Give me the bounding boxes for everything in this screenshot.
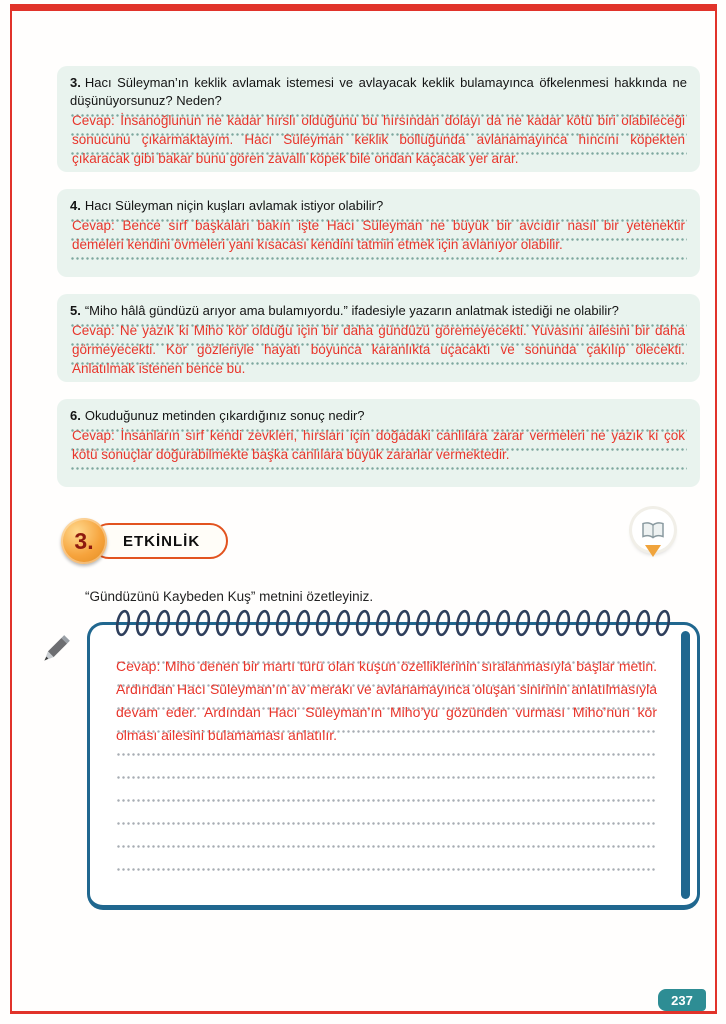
answer-text: Cevap: Ne yazık ki Miho kör olduğu için bir daha gündüzü göremeyecekti. Yuvasını ailesini bir daha görmeyecekti. Kör gözleriyle hayatı boyunca karanlıkta uçacaktı ve sonunda çakılıp ölecekti. Anlatılmak istenen bence bu. [72, 323, 685, 376]
notebook-paper [87, 622, 700, 910]
question-block-4 [57, 189, 700, 277]
question-number: 5. [70, 303, 81, 318]
question-row [70, 302, 687, 320]
answer-text: Cevap: Bence sırf başkaları bakın işte Hacı Süleyman ne büyük bir avcıdır nasıl bir yetenektir demeleri kendini övmeleri yani kısacası kendini tatmin etmek için avlanıyor olabilir. [72, 218, 685, 252]
question-block-5 [57, 294, 700, 382]
question-block-6 [57, 399, 700, 487]
question-text: “Miho hâlâ gündüzü arıyor ama bulamıyordu.” ifadesiyle yazarın anlatmak istediği ne olabilir? [84, 303, 619, 318]
page-border-bottom [10, 1011, 717, 1014]
spiral-binding-icon [114, 609, 674, 637]
activity-number-badge [61, 518, 107, 564]
question-number: 4. [70, 198, 81, 213]
book-icon [632, 509, 674, 551]
answer-area [70, 425, 687, 483]
page-number-badge: 237 [658, 989, 706, 1011]
answer-text: Cevap: İnsanoğlunun ne kadar hırslı olduğunu bu hırsından dolayı da ne kadar kötü biri olabileceği sonucunu çıkarmaktayım. Hacı Süleyman keklik bolluğunda avlanamayınca hıncını köpekten çıkaracak gibi bakar bunu gören zavallı köpek bile ondan kaçacak yer arar. [72, 113, 685, 166]
activity-instruction: “Gündüzünü Kaybeden Kuş” metnini özetleyiniz. [85, 589, 374, 604]
answer-text: Cevap: İnsanların sırf kendi zevkleri, hırsları için doğadaki canlılara zarar vermeleri ne yazık ki çok kötü sonuçlar doğurabilmekte başka canlılara büyük zararlar vermektedir. [72, 428, 685, 462]
notebook-answer-text: Cevap: Miho denen bir martı türü olan kuşun özelliklerinin sıralanmasıyla başlar metin. Ardından Hacı Süleyman’ın av merakı ve avlanamayınca oluşan sinirinin anlatılmasıyla devam eder. Ardından Hacı Süleyman’ın Miho’yu gözünden vurması Miho’nun kör olması ailesini bulamaması anlatılır. [116, 658, 657, 743]
activity-title: ETKİNLİK [91, 523, 228, 559]
answer-area [70, 320, 687, 378]
page-content [57, 66, 700, 910]
question-block-3 [57, 66, 700, 172]
pencil-icon [33, 628, 77, 677]
question-row [70, 407, 687, 425]
question-text: Hacı Süleyman niçin kuşları avlamak istiyor olabilir? [84, 198, 384, 213]
notebook [87, 622, 700, 910]
notebook-answer [116, 655, 657, 885]
activity-number: 3. [74, 527, 94, 554]
open-book-glyph [641, 521, 665, 540]
question-text: Hacı Süleyman’ın keklik avlamak istemesi ve avlayacak keklik bulamayınca öfkelenmesi hakkında ne düşünüyorsunuz? Neden? [70, 75, 687, 108]
answer-area [70, 215, 687, 273]
question-number: 3. [70, 75, 81, 90]
page-border-left [10, 4, 12, 1014]
question-number: 6. [70, 408, 81, 423]
page-border-top [10, 4, 717, 11]
question-row [70, 74, 687, 110]
page-border-right [715, 4, 717, 1014]
question-text: Okuduğunuz metinden çıkardığınız sonuç nedir? [84, 408, 365, 423]
question-row [70, 197, 687, 215]
activity-header [57, 517, 700, 565]
answer-area [70, 110, 687, 168]
